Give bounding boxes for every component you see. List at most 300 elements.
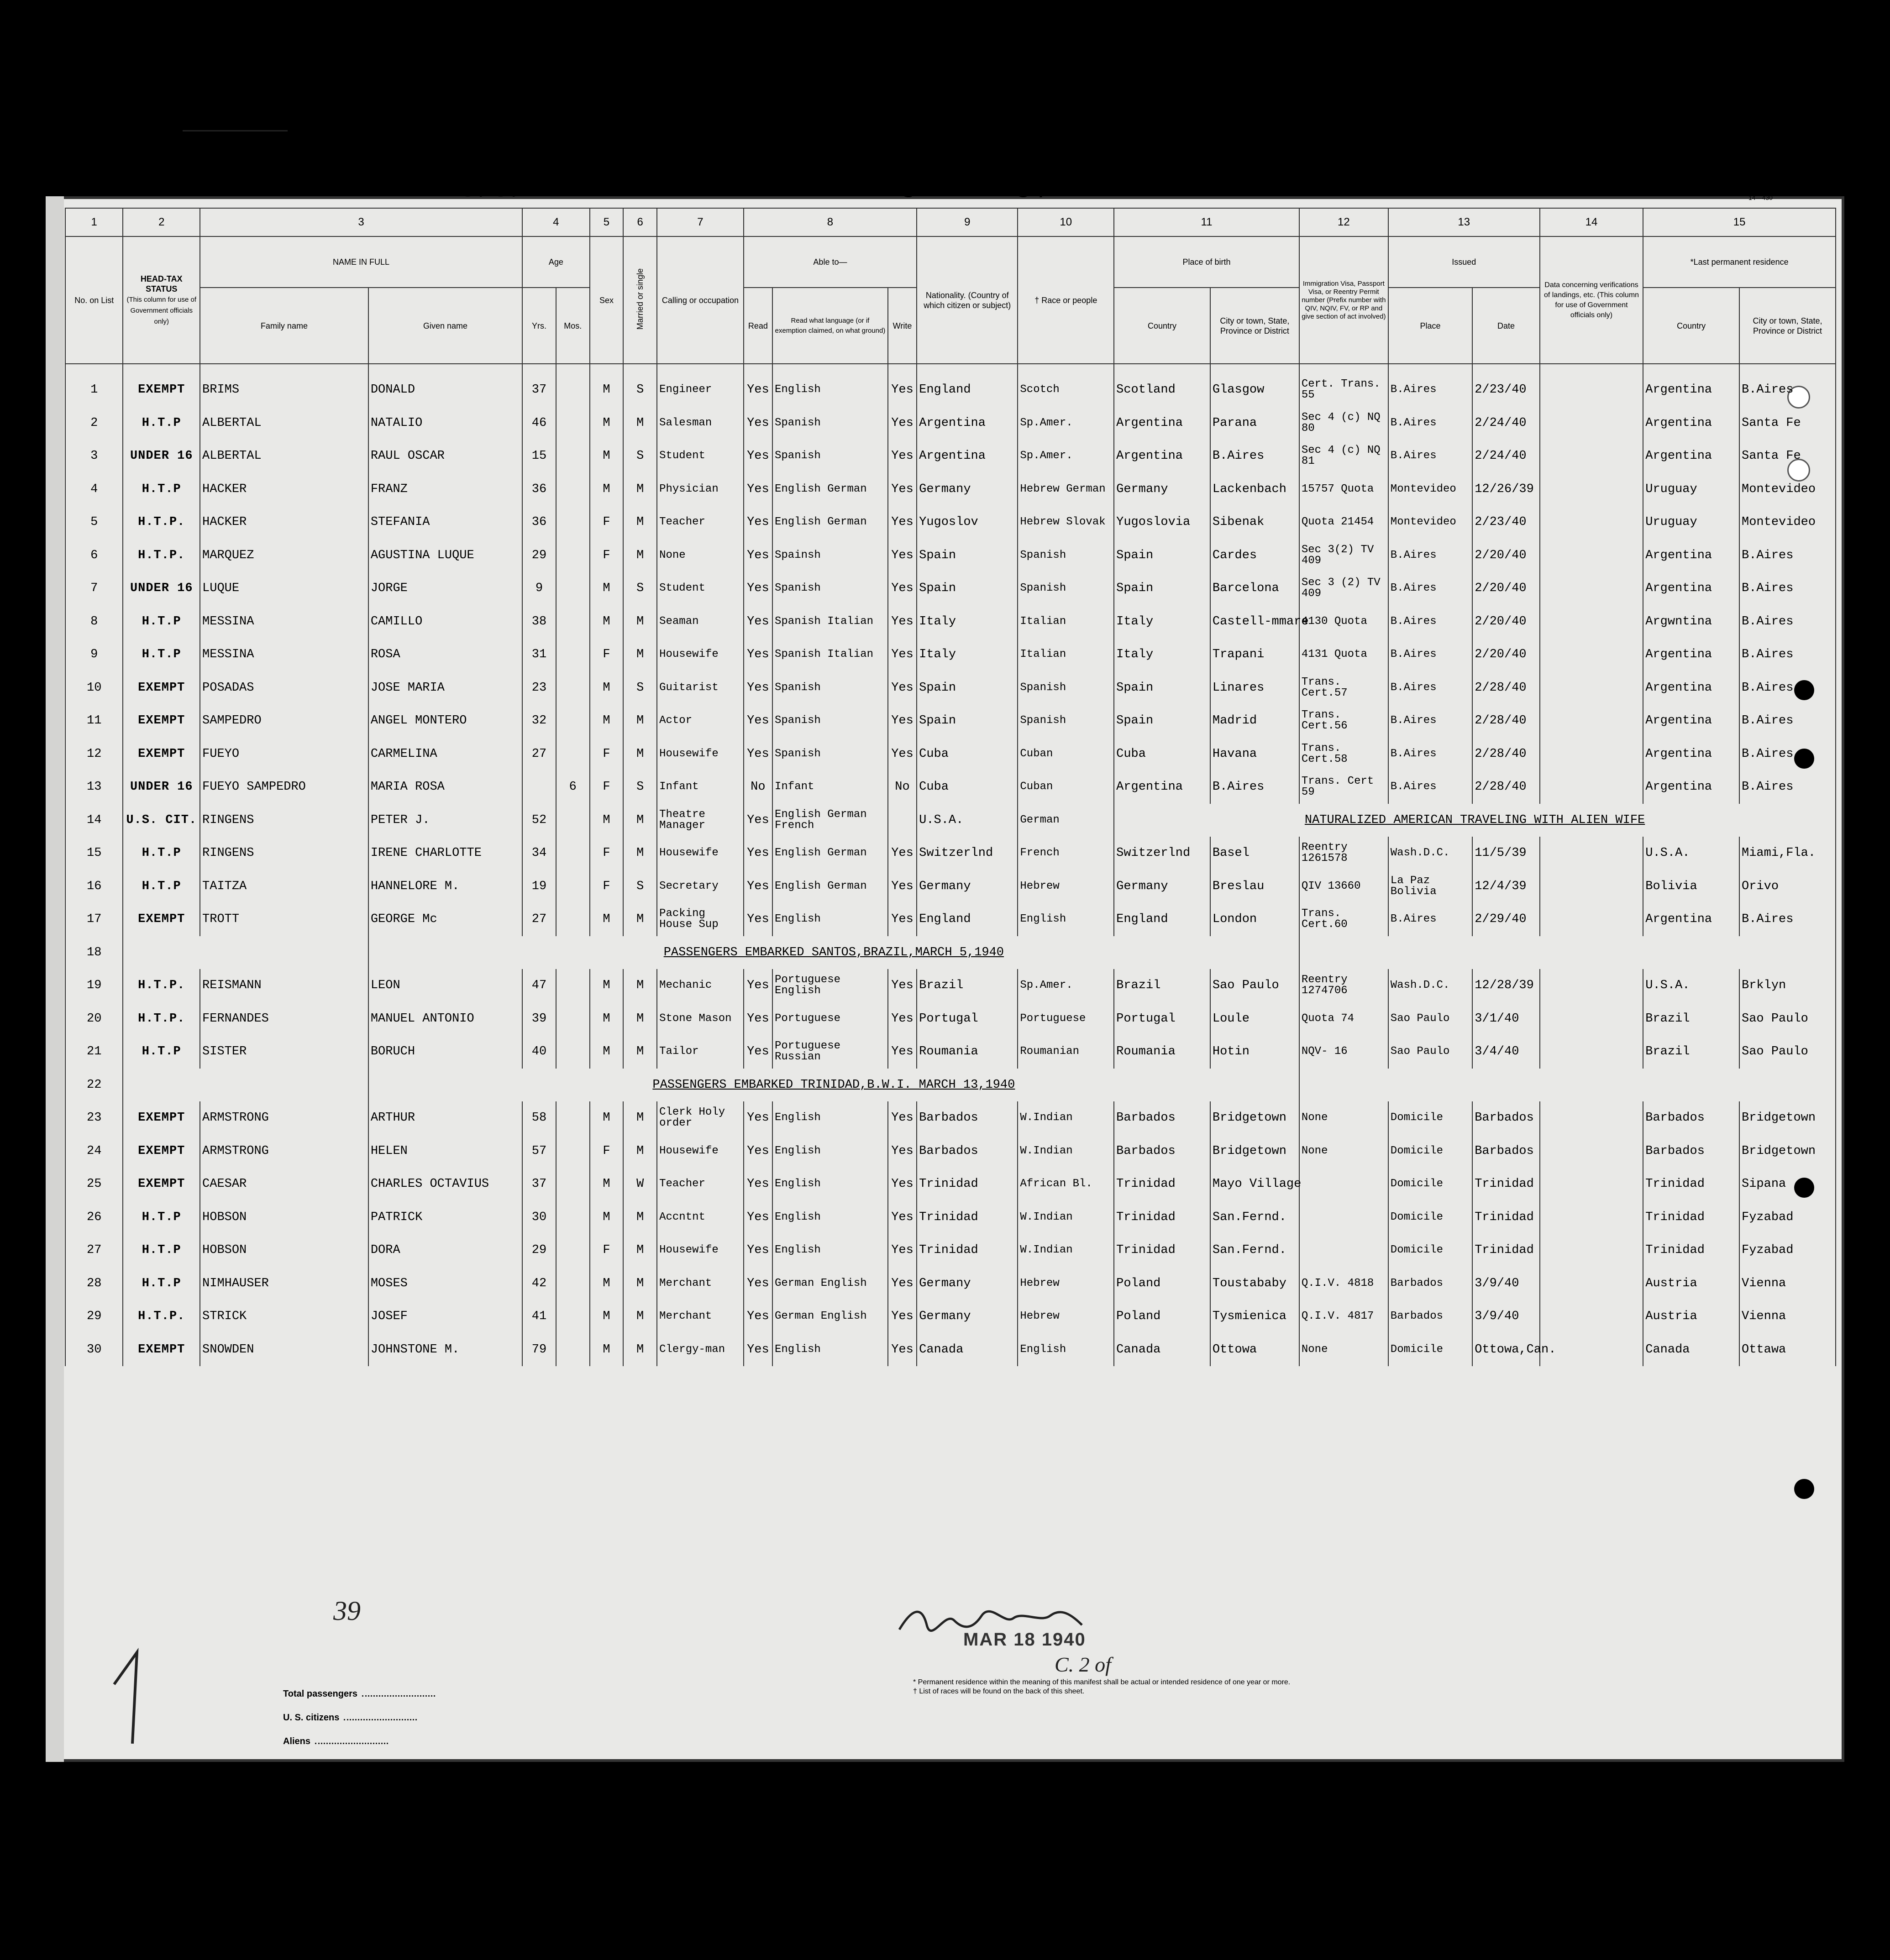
given-name-cell: DONALD xyxy=(368,364,522,407)
birth-country-cell: Poland xyxy=(1114,1300,1210,1333)
head-tax-cell: EXEMPT xyxy=(123,738,200,771)
marital-cell: M xyxy=(623,903,657,936)
section-heading: NATURALIZED AMERICAN TRAVELING WITH ALIEN WIFE xyxy=(1114,804,1836,837)
write-cell xyxy=(888,804,917,837)
head-tax-cell: EXEMPT xyxy=(123,364,200,407)
head-tax-cell: H.T.P. xyxy=(123,506,200,539)
given-name-cell: ANGEL MONTERO xyxy=(368,704,522,738)
visa-cell: Trans. Cert 59 xyxy=(1299,770,1388,804)
family-name-cell: MARQUEZ xyxy=(200,539,368,572)
row-number-cell: 24 xyxy=(65,1135,123,1168)
manifest-table xyxy=(65,208,1836,1366)
given-name-cell: BORUCH xyxy=(368,1035,522,1069)
table-row xyxy=(65,1234,1836,1267)
table-row xyxy=(65,1135,1836,1168)
read-cell: Yes xyxy=(744,837,772,870)
sex-cell: F xyxy=(590,870,624,903)
language-cell: Spainsh xyxy=(772,539,888,572)
ship-line xyxy=(548,196,840,198)
sex-cell: M xyxy=(590,903,624,936)
nationality-cell: England xyxy=(917,364,1018,407)
residence-country-cell: Trinidad xyxy=(1643,1168,1739,1201)
col-num: 12 xyxy=(1299,208,1388,236)
read-cell: Yes xyxy=(744,605,772,639)
birth-country-cell: Spain xyxy=(1114,539,1210,572)
sex-cell: M xyxy=(590,1267,624,1300)
verification-cell xyxy=(1540,1035,1643,1069)
race-cell: Hebrew Slovak xyxy=(1018,506,1114,539)
verification-cell xyxy=(1540,1300,1643,1333)
visa-cell: 4131 Quota xyxy=(1299,638,1388,671)
read-cell: Yes xyxy=(744,539,772,572)
age-years-cell: 36 xyxy=(522,506,556,539)
residence-city-cell: Orivo xyxy=(1739,870,1836,903)
birth-country-cell: Italy xyxy=(1114,638,1210,671)
row-number-cell: 27 xyxy=(65,1234,123,1267)
residence-country-cell: Argentina xyxy=(1643,671,1739,705)
issued-place-cell: B.Aires xyxy=(1388,539,1472,572)
sex-cell: F xyxy=(590,539,624,572)
sex-cell: M xyxy=(590,671,624,705)
age-years-cell: 42 xyxy=(522,1267,556,1300)
family-name-cell: POSADAS xyxy=(200,671,368,705)
read-cell: Yes xyxy=(744,1300,772,1333)
verification-cell xyxy=(1540,870,1643,903)
language-cell: Spanish xyxy=(772,572,888,605)
age-years-cell: 40 xyxy=(522,1035,556,1069)
family-name-cell: TAITZA xyxy=(200,870,368,903)
nationality-cell: Switzerlnd xyxy=(917,837,1018,870)
residence-city-cell: Sao Paulo xyxy=(1739,1035,1836,1069)
race-cell: African Bl. xyxy=(1018,1168,1114,1201)
residence-city-cell: Montevideo xyxy=(1739,473,1836,506)
section-heading: PASSENGERS EMBARKED TRINIDAD,B.W.I. MARCH 13,1940 xyxy=(368,1069,1299,1102)
header-last-residence: *Last permanent residence xyxy=(1643,236,1836,288)
language-cell: English xyxy=(772,903,888,936)
language-cell: Spanish Italian xyxy=(772,605,888,639)
nationality-cell: Spain xyxy=(917,671,1018,705)
residence-country-cell: Austria xyxy=(1643,1300,1739,1333)
write-cell: Yes xyxy=(888,1201,917,1234)
row-number-cell: 22 xyxy=(65,1069,123,1102)
age-years-cell: 36 xyxy=(522,473,556,506)
birth-country-cell: Trinidad xyxy=(1114,1201,1210,1234)
header-given-name: Given name xyxy=(368,288,522,364)
given-name-cell: IRENE CHARLOTTE xyxy=(368,837,522,870)
row-number-cell: 21 xyxy=(65,1035,123,1069)
given-name-cell: FRANZ xyxy=(368,473,522,506)
residence-city-cell: Ottawa xyxy=(1739,1333,1836,1367)
occupation-cell: Packing House Sup xyxy=(657,903,744,936)
occupation-cell: Housewife xyxy=(657,837,744,870)
marital-cell: S xyxy=(623,770,657,804)
language-cell: Infant xyxy=(772,770,888,804)
table-row xyxy=(65,671,1836,705)
header-issued: Issued xyxy=(1388,236,1540,288)
header-race: † Race or people xyxy=(1018,236,1114,364)
header-place: Place xyxy=(1388,288,1472,364)
marital-cell: M xyxy=(623,1101,657,1135)
footnotes: * Permanent residence within the meaning of this manifest shall be actual or intended residence of one year or more. † List of races will be found on the back of this sheet. xyxy=(913,1678,1291,1695)
language-cell: English xyxy=(772,1333,888,1367)
write-cell: Yes xyxy=(888,1234,917,1267)
language-cell: English xyxy=(772,1201,888,1234)
age-months-cell xyxy=(556,1002,590,1036)
marital-cell: M xyxy=(623,1201,657,1234)
nationality-cell: Italy xyxy=(917,605,1018,639)
race-cell: Spanish xyxy=(1018,539,1114,572)
sex-cell: M xyxy=(590,1002,624,1036)
row-number-cell: 29 xyxy=(65,1300,123,1333)
header-family-name: Family name xyxy=(200,288,368,364)
language-cell: Portuguese xyxy=(772,1002,888,1036)
read-cell: Yes xyxy=(744,738,772,771)
language-cell: German English xyxy=(772,1300,888,1333)
verification-cell xyxy=(1540,704,1643,738)
col-num: 7 xyxy=(657,208,744,236)
row-number-cell: 28 xyxy=(65,1267,123,1300)
age-years-cell xyxy=(522,770,556,804)
birth-city-cell: Toustababy xyxy=(1210,1267,1299,1300)
occupation-cell: Tailor xyxy=(657,1035,744,1069)
residence-country-cell: Trinidad xyxy=(1643,1201,1739,1234)
issued-date-cell: 12/4/39 xyxy=(1472,870,1540,903)
family-name-cell: HOBSON xyxy=(200,1201,368,1234)
occupation-cell: Salesman xyxy=(657,407,744,440)
date-line xyxy=(1465,196,1717,198)
col-num: 8 xyxy=(744,208,917,236)
header-calling: Calling or occupation xyxy=(657,236,744,364)
issued-place-cell: Domicile xyxy=(1388,1135,1472,1168)
verification-cell xyxy=(1540,903,1643,936)
family-name-cell: HACKER xyxy=(200,473,368,506)
language-cell: English xyxy=(772,1234,888,1267)
family-name-cell: ALBERTAL xyxy=(200,440,368,473)
language-cell: English German French xyxy=(772,804,888,837)
occupation-cell: None xyxy=(657,539,744,572)
read-cell: Yes xyxy=(744,969,772,1002)
verification-cell xyxy=(1540,1201,1643,1234)
row-number-cell: 16 xyxy=(65,870,123,903)
language-cell: Portuguese Russian xyxy=(772,1035,888,1069)
issued-date-cell: 2/28/40 xyxy=(1472,770,1540,804)
residence-country-cell: Argentina xyxy=(1643,638,1739,671)
birth-country-cell: Germany xyxy=(1114,473,1210,506)
race-cell: Hebrew xyxy=(1018,1300,1114,1333)
occupation-cell: Infant xyxy=(657,770,744,804)
residence-city-cell: Sipana xyxy=(1739,1168,1836,1201)
punch-hole xyxy=(1794,1479,1814,1499)
sex-cell: M xyxy=(590,1201,624,1234)
list-label: List xyxy=(114,99,158,130)
write-cell: Yes xyxy=(888,605,917,639)
given-name-cell: MARIA ROSA xyxy=(368,770,522,804)
residence-city-cell: Montevideo xyxy=(1739,506,1836,539)
read-cell: Yes xyxy=(744,1267,772,1300)
residence-country-cell: Uruguay xyxy=(1643,506,1739,539)
nationality-cell: Roumania xyxy=(917,1035,1018,1069)
race-cell: Sp.Amer. xyxy=(1018,969,1114,1002)
family-name-cell: SISTER xyxy=(200,1035,368,1069)
language-cell: German English xyxy=(772,1267,888,1300)
visa-cell: Trans. Cert.58 xyxy=(1299,738,1388,771)
family-name-cell: SAMPEDRO xyxy=(200,704,368,738)
language-cell: English German xyxy=(772,870,888,903)
table-row xyxy=(65,1333,1836,1367)
birth-country-cell: England xyxy=(1114,903,1210,936)
family-name-cell: ARMSTRONG xyxy=(200,1101,368,1135)
sex-cell: F xyxy=(590,770,624,804)
race-cell: Spanish xyxy=(1018,572,1114,605)
race-cell: Italian xyxy=(1018,605,1114,639)
nationality-cell: Spain xyxy=(917,539,1018,572)
head-tax-cell: EXEMPT xyxy=(123,1135,200,1168)
handwritten-mark xyxy=(105,1643,160,1748)
family-name-cell: NIMHAUSER xyxy=(200,1267,368,1300)
read-cell: Yes xyxy=(744,364,772,407)
issued-date-cell: 2/24/40 xyxy=(1472,407,1540,440)
race-cell: Cuban xyxy=(1018,770,1114,804)
issued-date-cell: Trinidad xyxy=(1472,1168,1540,1201)
header-no-on-list: No. on List xyxy=(65,236,123,364)
family-name-cell: LUQUE xyxy=(200,572,368,605)
sex-cell: M xyxy=(590,407,624,440)
visa-cell: Quota 74 xyxy=(1299,1002,1388,1036)
given-name-cell: CAMILLO xyxy=(368,605,522,639)
residence-city-cell: B.Aires xyxy=(1739,903,1836,936)
age-months-cell xyxy=(556,1300,590,1333)
visa-cell xyxy=(1299,1168,1388,1201)
birth-city-cell: Sibenak xyxy=(1210,506,1299,539)
race-cell: Hebrew xyxy=(1018,870,1114,903)
port-line xyxy=(1073,196,1447,198)
col-num: 6 xyxy=(623,208,657,236)
issued-date-cell: 2/24/40 xyxy=(1472,440,1540,473)
residence-country-cell: Bolivia xyxy=(1643,870,1739,903)
residence-country-cell: Uruguay xyxy=(1643,473,1739,506)
occupation-cell: Seaman xyxy=(657,605,744,639)
col-num: 5 xyxy=(590,208,624,236)
family-name-cell: FUEYO SAMPEDRO xyxy=(200,770,368,804)
read-cell: Yes xyxy=(744,1234,772,1267)
birth-country-cell: Roumania xyxy=(1114,1035,1210,1069)
birth-country-cell: Yugoslovia xyxy=(1114,506,1210,539)
table-row xyxy=(65,704,1836,738)
read-cell: Yes xyxy=(744,1035,772,1069)
head-tax-cell: H.T.P xyxy=(123,473,200,506)
verification-cell xyxy=(1540,969,1643,1002)
age-months-cell xyxy=(556,870,590,903)
marital-cell: M xyxy=(623,804,657,837)
issued-place-cell: Sao Paulo xyxy=(1388,1035,1472,1069)
family-name-cell: RINGENS xyxy=(200,837,368,870)
table-row xyxy=(65,638,1836,671)
given-name-cell: MANUEL ANTONIO xyxy=(368,1002,522,1036)
age-months-cell xyxy=(556,1135,590,1168)
verification-cell xyxy=(1540,407,1643,440)
race-cell: English xyxy=(1018,903,1114,936)
issued-place-cell: La Paz Bolivia xyxy=(1388,870,1472,903)
visa-cell: Reentry 1274706 xyxy=(1299,969,1388,1002)
race-cell: W.Indian xyxy=(1018,1101,1114,1135)
header-nationality: Nationality. (Country of which citizen or subject) xyxy=(917,236,1018,364)
table-row xyxy=(65,440,1836,473)
sex-cell: M xyxy=(590,1101,624,1135)
age-years-cell: 32 xyxy=(522,704,556,738)
visa-cell xyxy=(1299,1234,1388,1267)
page-title: LIST OR MANIFEST OF ALIEN PASSENGERS FOR THE UNITED xyxy=(685,73,1833,115)
residence-city-cell: B.Aires xyxy=(1739,572,1836,605)
birth-country-cell: Spain xyxy=(1114,704,1210,738)
birth-city-cell: Tysmienica xyxy=(1210,1300,1299,1333)
table-row xyxy=(65,1002,1836,1036)
nationality-cell: Spain xyxy=(917,572,1018,605)
age-years-cell: 23 xyxy=(522,671,556,705)
form-code: 14—430 xyxy=(1748,194,1773,201)
col-num: 15 xyxy=(1643,208,1836,236)
read-cell: Yes xyxy=(744,671,772,705)
sex-cell: M xyxy=(590,473,624,506)
issued-place-cell: B.Aires xyxy=(1388,440,1472,473)
row-number-cell: 12 xyxy=(65,738,123,771)
birth-country-cell: Cuba xyxy=(1114,738,1210,771)
residence-city-cell: B.Aires xyxy=(1739,738,1836,771)
write-cell: No xyxy=(888,770,917,804)
residence-country-cell: Argentina xyxy=(1643,440,1739,473)
sex-cell: F xyxy=(590,1234,624,1267)
read-cell: Yes xyxy=(744,506,772,539)
sex-cell: M xyxy=(590,364,624,407)
birth-city-cell: B.Aires xyxy=(1210,440,1299,473)
birth-city-cell: Bridgetown xyxy=(1210,1135,1299,1168)
age-years-cell: 52 xyxy=(522,804,556,837)
age-years-cell: 30 xyxy=(522,1201,556,1234)
birth-city-cell: Sao Paulo xyxy=(1210,969,1299,1002)
write-cell: Yes xyxy=(888,738,917,771)
col-num: 11 xyxy=(1114,208,1299,236)
family-name-cell: REISMANN xyxy=(200,969,368,1002)
language-cell: English xyxy=(772,1101,888,1135)
issued-date-cell: Trinidad xyxy=(1472,1201,1540,1234)
birth-city-cell: Cardes xyxy=(1210,539,1299,572)
row-number-cell: 5 xyxy=(65,506,123,539)
row-number-cell: 23 xyxy=(65,1101,123,1135)
race-cell: Sp.Amer. xyxy=(1018,407,1114,440)
form-number: Form 500 C xyxy=(152,42,203,52)
age-months-cell: 6 xyxy=(556,770,590,804)
write-cell: Yes xyxy=(888,638,917,671)
issued-date-cell: 2/23/40 xyxy=(1472,506,1540,539)
row-number-cell: 26 xyxy=(65,1201,123,1234)
write-cell: Yes xyxy=(888,704,917,738)
marital-cell: M xyxy=(623,605,657,639)
table-row xyxy=(65,1201,1836,1234)
birth-city-cell: Parana xyxy=(1210,407,1299,440)
visa-cell: Sec 4 (c) NQ 80 xyxy=(1299,407,1388,440)
verification-cell xyxy=(1540,671,1643,705)
marital-cell: M xyxy=(623,969,657,1002)
visa-cell: Reentry 1261578 xyxy=(1299,837,1388,870)
issued-date-cell: Barbados xyxy=(1472,1101,1540,1135)
age-months-cell xyxy=(556,1201,590,1234)
write-cell: Yes xyxy=(888,506,917,539)
language-cell: English xyxy=(772,364,888,407)
residence-country-cell: Brazil xyxy=(1643,1035,1739,1069)
total-passengers-label: Total passengers xyxy=(283,1689,435,1699)
header-age: Age xyxy=(522,236,590,288)
family-name-cell: CAESAR xyxy=(200,1168,368,1201)
row-number-cell: 1 xyxy=(65,364,123,407)
table-row xyxy=(65,1101,1836,1135)
marital-cell: M xyxy=(623,1300,657,1333)
header-res-city: City or town, State, Province or District xyxy=(1739,288,1836,364)
issued-date-cell: 2/28/40 xyxy=(1472,704,1540,738)
header-name-in-full: NAME IN FULL xyxy=(200,236,522,288)
birth-country-cell: Argentina xyxy=(1114,407,1210,440)
age-years-cell: 19 xyxy=(522,870,556,903)
race-cell: Italian xyxy=(1018,638,1114,671)
list-number: 7 xyxy=(192,74,221,140)
verification-cell xyxy=(1540,837,1643,870)
issued-place-cell: B.Aires xyxy=(1388,407,1472,440)
visa-cell: QIV 13660 xyxy=(1299,870,1388,903)
marital-cell: S xyxy=(623,870,657,903)
residence-city-cell: Sao Paulo xyxy=(1739,1002,1836,1036)
age-years-cell: 29 xyxy=(522,1234,556,1267)
age-months-cell xyxy=(556,1333,590,1367)
sex-cell: M xyxy=(590,572,624,605)
age-months-cell xyxy=(556,539,590,572)
residence-country-cell: Argwntina xyxy=(1643,605,1739,639)
marital-cell: M xyxy=(623,1035,657,1069)
read-cell: Yes xyxy=(744,638,772,671)
read-cell: Yes xyxy=(744,572,772,605)
marital-cell: S xyxy=(623,364,657,407)
age-months-cell xyxy=(556,1035,590,1069)
visa-cell: Cert. Trans. 55 xyxy=(1299,364,1388,407)
age-months-cell xyxy=(556,364,590,407)
col-num: 4 xyxy=(522,208,590,236)
family-name-cell: TROTT xyxy=(200,903,368,936)
write-cell: Yes xyxy=(888,1002,917,1036)
race-cell: French xyxy=(1018,837,1114,870)
nationality-cell: U.S.A. xyxy=(917,804,1018,837)
head-tax-cell: H.T.P xyxy=(123,1234,200,1267)
marital-cell: W xyxy=(623,1168,657,1201)
ss-label: S. S. xyxy=(461,167,519,204)
residence-country-cell: U.S.A. xyxy=(1643,837,1739,870)
birth-country-cell: Brazil xyxy=(1114,969,1210,1002)
nationality-cell: Trinidad xyxy=(917,1201,1018,1234)
visa-cell: Q.I.V. 4818 xyxy=(1299,1267,1388,1300)
birth-country-cell: Barbados xyxy=(1114,1101,1210,1135)
birth-city-cell: Madrid xyxy=(1210,704,1299,738)
age-months-cell xyxy=(556,903,590,936)
col-num: 10 xyxy=(1018,208,1114,236)
table-row xyxy=(65,738,1836,771)
given-name-cell: CHARLES OCTAVIUS xyxy=(368,1168,522,1201)
family-name-cell: ARMSTRONG xyxy=(200,1135,368,1168)
head-tax-cell: H.T.P xyxy=(123,605,200,639)
row-number-cell: 8 xyxy=(65,605,123,639)
head-tax-cell: UNDER 16 xyxy=(123,440,200,473)
birth-city-cell: Barcelona xyxy=(1210,572,1299,605)
issued-date-cell: 12/28/39 xyxy=(1472,969,1540,1002)
write-cell: Yes xyxy=(888,1035,917,1069)
nationality-cell: Germany xyxy=(917,1300,1018,1333)
nationality-cell: Portugal xyxy=(917,1002,1018,1036)
table-row xyxy=(65,870,1836,903)
